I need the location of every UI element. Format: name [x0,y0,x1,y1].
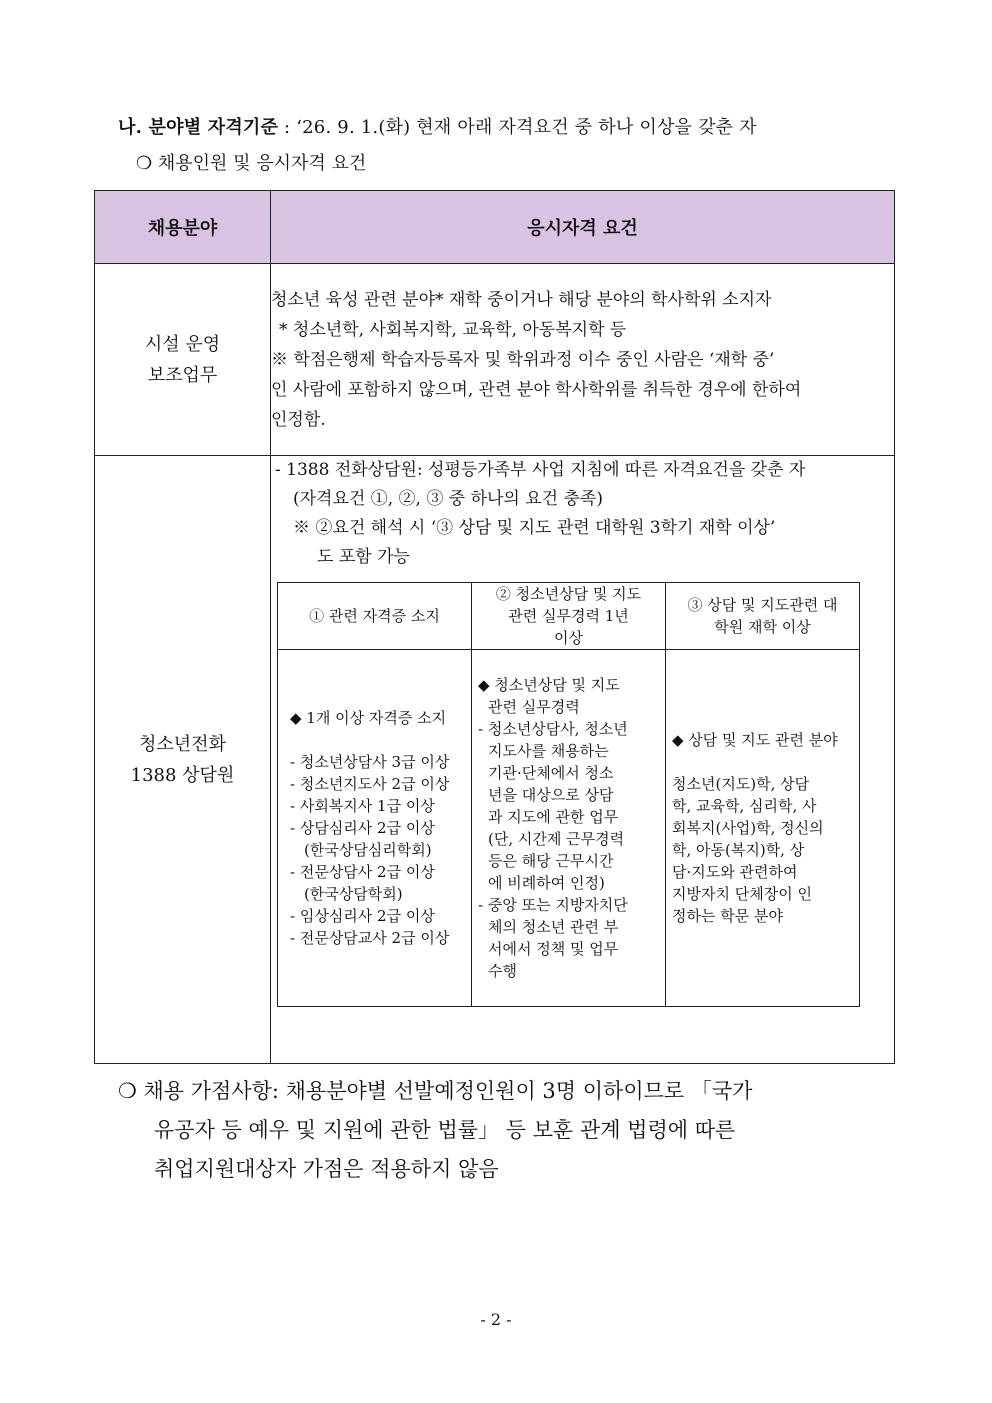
graduate-column [666,650,860,1007]
experience-title: 관련 실무경력 [488,698,580,716]
field-line: 청소년전화 [139,733,226,755]
list-item: 정하는 학문 분야 [672,907,783,925]
list-item: - 청소년지도사 2급 이상 [290,775,450,793]
certificate-title: ◆ 1개 이상 자격증 소지 [290,709,447,727]
inner-requirements-table [277,582,860,1007]
list-item: 등은 해당 근무시간 [488,852,614,870]
list-item: (한국상담학회) [304,885,403,903]
req-line: ※ 학점은행제 학습자등록자 및 학위과정 이수 중인 사람은 ‘재학 중’ [271,349,775,370]
list-item: - 청소년상담사 3급 이상 [290,753,450,771]
section-heading [118,114,908,142]
requirements-cell [271,456,895,1064]
list-item: 지방자치 단체장이 인 [672,885,812,903]
certificate-column [278,650,472,1007]
list-item: 학, 교육학, 심리학, 사 [672,797,817,815]
header-field: 채용분야 [95,191,271,264]
experience-title: ◆ 청소년상담 및 지도 [478,676,620,694]
list-item: 회복지(사업)학, 정신의 [672,819,824,837]
list-item: 에 비례하여 인정) [488,874,605,892]
list-item: - 전문상담사 2급 이상 [290,863,435,881]
inner-header-line: 관련 실무경력 1년 [508,607,629,625]
inner-header-1: ① 관련 자격증 소지 [278,583,472,650]
qualification-table [94,190,895,1064]
inner-body-row [278,650,860,1007]
req-line: 청소년 육성 관련 분야* 재학 중이거나 해당 분야의 학사학위 소지자 [271,289,772,310]
table-row [95,264,895,456]
section-heading-label: 나. 분야별 자격기준 [118,117,279,138]
header-requirements: 응시자격 요건 [271,191,895,264]
list-item: 청소년(지도)학, 상담 [672,775,810,793]
inner-header-line: ② 청소년상담 및 지도 [495,585,642,603]
req-line: (자격요건 ①, ②, ③ 중 하나의 요건 충족) [293,489,603,509]
note-line: 유공자 등 예우 및 지원에 관한 법률」 등 보훈 관계 법령에 따른 [154,1118,736,1142]
graduate-title: ◆ 상담 및 지도 관련 분야 [672,731,838,749]
inner-header-line: 이상 [554,629,583,647]
experience-column [472,650,666,1007]
field-line: 시설 운영 [144,333,221,355]
list-item: - 청소년상담사, 청소년 [478,720,628,738]
page-number: - 2 - [480,1310,512,1329]
req-line: 인 사람에 포함하지 않으며, 관련 분야 학사학위를 취득한 경우에 한하여 [271,379,802,400]
list-item: (한국상담심리학회) [304,841,432,859]
section-heading-text: : ‘26. 9. 1.(화) 현재 아래 자격요건 중 하나 이상을 갖춘 자 [278,117,757,138]
inner-header-2 [472,583,666,650]
field-line: 보조업무 [147,364,218,386]
list-item: 체의 청소년 관련 부 [488,918,619,936]
note-line: 취업지원대상자 가점은 적용하지 않음 [154,1157,499,1181]
field-line: 1388 상담원 [130,764,235,786]
list-item: 학, 아동(복지)학, 상 [672,841,805,859]
list-item: - 사회복지사 1급 이상 [290,797,435,815]
list-item: 서에서 정책 및 업무 [488,940,619,958]
req-line: 도 포함 가능 [317,547,410,567]
inner-header-3 [666,583,860,650]
list-item: 지도사를 채용하는 [488,742,609,760]
list-item: 수행 [488,962,517,980]
inner-header-line: 학원 재학 이상 [714,618,811,636]
list-item: 담·지도와 관련하여 [672,863,798,881]
subheading: ❍ 채용인원 및 응시자격 요건 [136,153,367,174]
bonus-points-note [118,1072,898,1189]
list-item: - 임상심리사 2급 이상 [290,907,435,925]
inner-header-line: ③ 상담 및 지도관련 대 [687,596,838,614]
list-item: - 전문상담교사 2급 이상 [290,929,450,947]
table-row [95,456,895,1064]
table-header-row [95,191,895,264]
inner-header-row [278,583,860,650]
list-item: 과 지도에 관한 업무 [488,808,619,826]
req-line: 인정함. [271,409,326,430]
list-item: 기관·단체에서 청소 [488,764,614,782]
list-item: (단, 시간제 근무경력 [488,830,625,848]
requirements-cell [271,264,895,456]
req-line: ※ ②요건 해석 시 ‘③ 상담 및 지도 관련 대학원 3학기 재학 이상’ [293,518,776,538]
list-item: - 상담심리사 2급 이상 [290,819,435,837]
list-item: 년을 대상으로 상담 [488,786,614,804]
list-item: - 중앙 또는 지방자치단 [478,896,628,914]
field-cell [95,456,271,1064]
req-line: * 청소년학, 사회복지학, 교육학, 아동복지학 등 [279,319,627,340]
field-cell [95,264,271,456]
note-line: ❍ 채용 가점사항: 채용분야별 선발예정인원이 3명 이하이므로 「국가 [118,1079,753,1103]
req-line: - 1388 전화상담원: 성평등가족부 사업 지침에 따른 자격요건을 갖춘 자 [275,460,806,480]
